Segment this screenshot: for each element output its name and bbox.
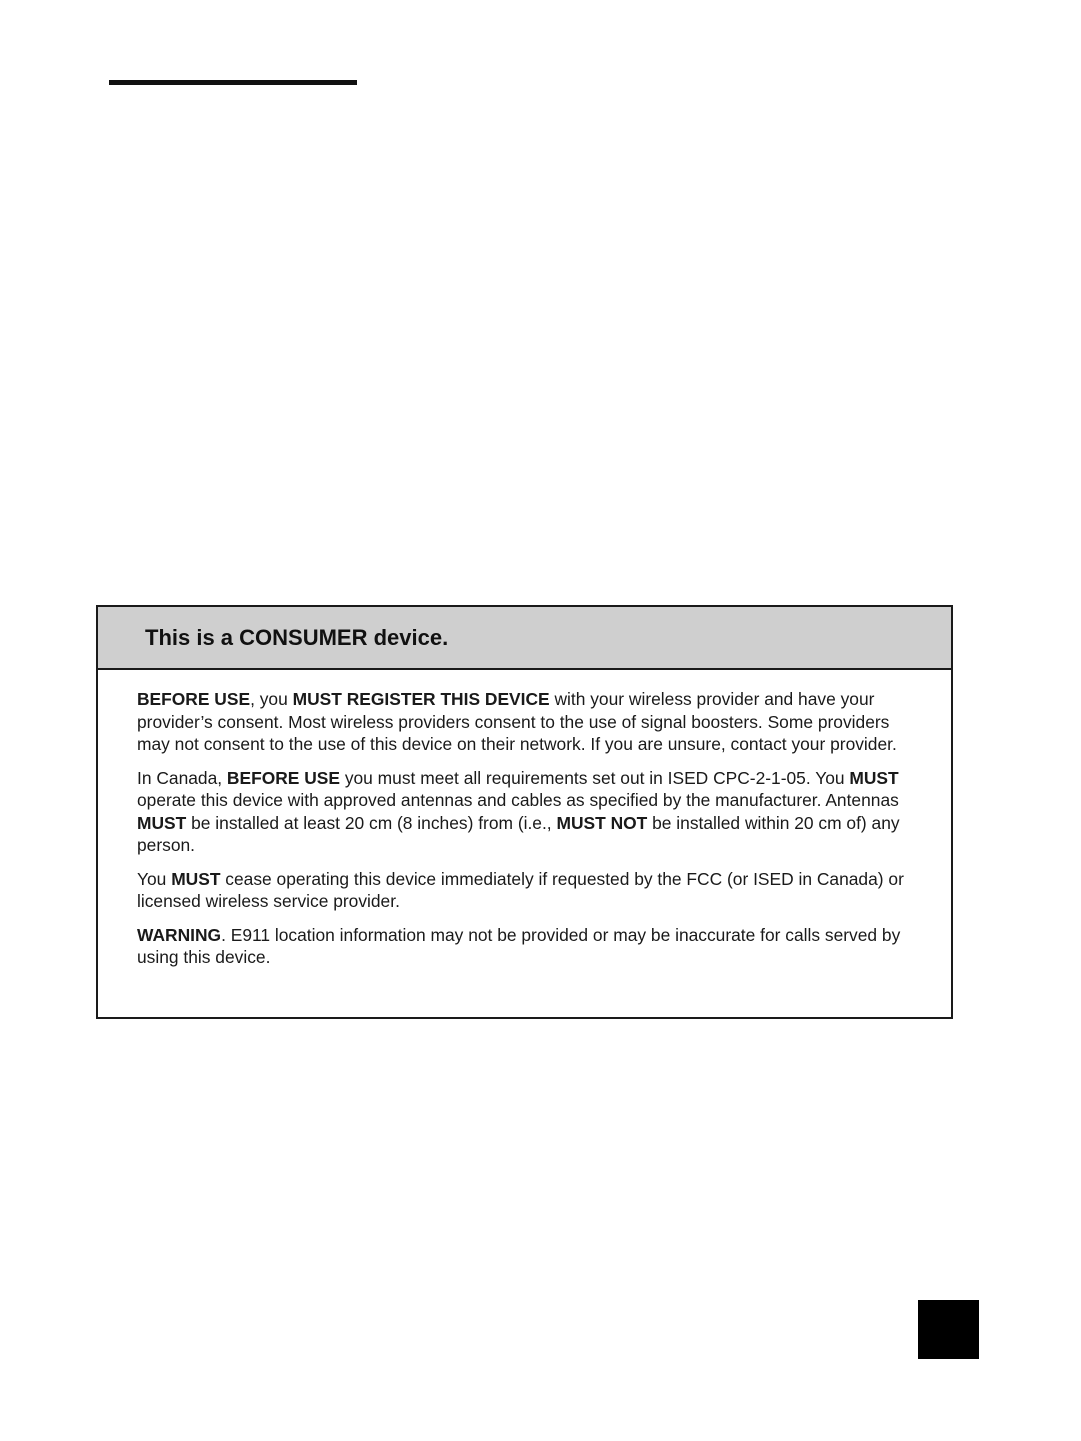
canada-paragraph bbox=[137, 767, 911, 857]
bold-text: MUST REGISTER THIS DEVICE bbox=[292, 689, 550, 709]
text-run: with your wireless provider and have your provider’s consent. Most wireless providers consent to the use of signal boosters. Some providers may not consent to the use of this device on their network. If you are unsure, contact your provider. bbox=[137, 689, 897, 754]
bold-text: MUST bbox=[137, 812, 187, 833]
notice-header bbox=[98, 607, 951, 670]
notice-body bbox=[98, 670, 951, 969]
text-run: be installed at least 20 cm (8 inches) from (i.e., bbox=[186, 812, 557, 833]
text-run: You bbox=[137, 868, 172, 889]
text-run: be installed within 20 cm of) any person. bbox=[137, 812, 900, 855]
top-rule bbox=[109, 80, 357, 85]
page-marker-block bbox=[918, 1300, 979, 1359]
bold-text: MUST bbox=[849, 767, 899, 788]
notice-title: This is a CONSUMER device. bbox=[145, 624, 449, 650]
bold-text: MUST NOT bbox=[556, 812, 648, 833]
bold-text: WARNING bbox=[137, 924, 222, 945]
bold-text: BEFORE USE bbox=[137, 689, 251, 709]
text-run: . E911 location information may not be provided or may be inaccurate for calls served by using this device. bbox=[137, 924, 901, 967]
cease-operation-paragraph bbox=[137, 868, 911, 913]
bold-text: BEFORE USE bbox=[226, 767, 340, 788]
registration-paragraph bbox=[137, 688, 911, 756]
bold-text: MUST bbox=[171, 868, 221, 889]
text-run: cease operating this device immediately if requested by the FCC (or ISED in Canada) or licensed wireless service provider. bbox=[137, 868, 904, 911]
text-run: In Canada, bbox=[137, 767, 227, 788]
warning-paragraph bbox=[137, 924, 911, 969]
text-run: , you bbox=[250, 689, 293, 709]
text-run: you must meet all requirements set out in ISED CPC-2-1-05. You bbox=[339, 767, 850, 788]
consumer-notice-box bbox=[96, 605, 953, 1019]
text-run: operate this device with approved antennas and cables as specified by the manufacturer. Antennas bbox=[137, 790, 899, 810]
